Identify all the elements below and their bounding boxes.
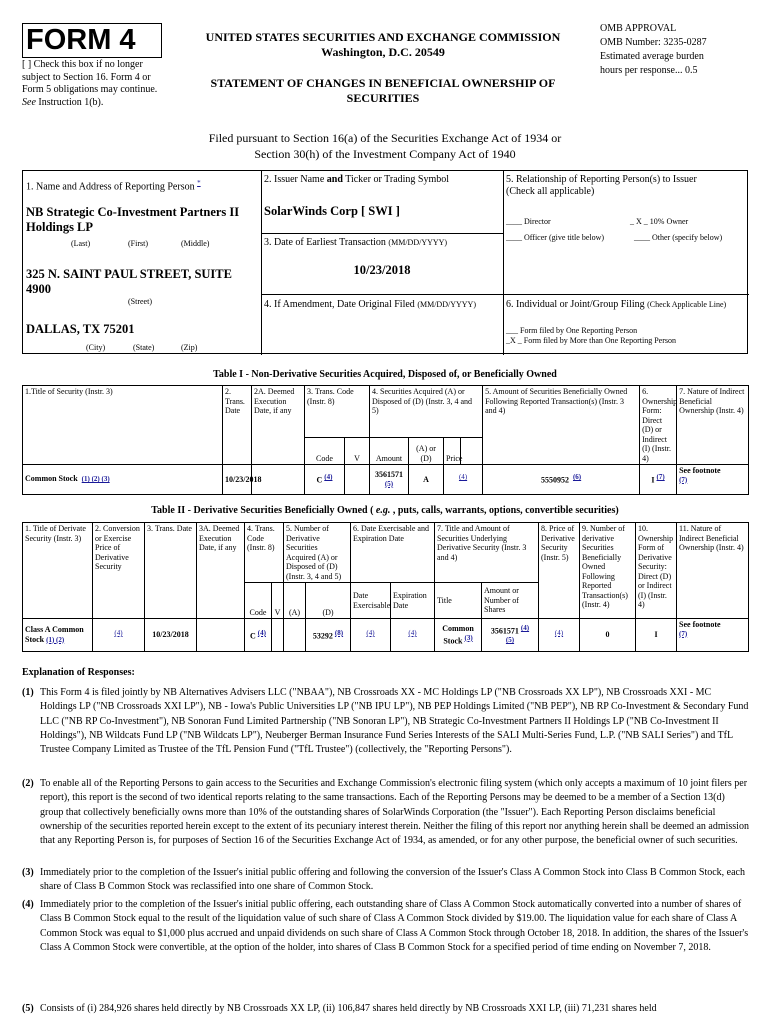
footnote: (5) Consists of (i) 284,926 shares held directly by NB Crossroads XX LP, (ii) 106,847 shares held directly by NB Crossroads XXI LP, (iii) 71,231 shares held bbox=[22, 1003, 657, 1014]
footnote: (1) This Form 4 is filed jointly by NB Alternatives Advisers LLC ("NBAA"), NB Crossroads XX - MC Holdings LP ("NB Crossroads XX LP"), NB Crossroads XXI - MC Holdings LP ("NB Crossroads XXI LP"), NB - Iowa's Public Universities LP ("NB IPU LP"), NB PEP Holdings Limited ("NB PEP"), NB RP Co-Investment & Secondary Fund LLC ("NB RP Co-Investment"), NB Sonoran Fund Limited Partnership ("NB Sonoran LP"), NB Strategic Co-Investment Partners II Holdings LP ("NB Co-Investment II Holdings"), NB Wildcats Fund LP ("NB Wildcats LP"), Neuberger Berman Insurance Fund Series Interests of the SALI Multi-Series Fund, L.P. ("NB SALI Series") and TfL Trustee Company Limited as Trustee of the TfL Pension Fund ("TfL Trustee") (collectively, the "Reporting Persons"). bbox=[22, 687, 749, 756]
filed-pursuant: Filed pursuant to Section 16(a) of the Securities Exchange Act of 1934 or Section 30(h) of the Investment Company Act of 1940 bbox=[208, 131, 562, 161]
box4-label: 4. If Amendment, Date Original Filed (MM/DD/YYYY) bbox=[264, 299, 476, 310]
footnote: (3) Immediately prior to the completion of the Issuer's initial public offering and following the conversion of the Issuer's Class A Common Stock into Class B Common Stock, each share of Class B Common Stock was reclassified into one share of Common Stock. bbox=[22, 867, 745, 893]
table-row: Common Stock (1) (2) (3) 10/23/2018 C (4) 3561571 (5) A (4) 5550952 (6) I (7) See footnote (7) bbox=[23, 465, 749, 495]
omb-approval: OMB APPROVAL OMB Number: 3235-0287 Estimated average burden hours per response... 0.5 bbox=[600, 23, 707, 76]
reporting-person-name: NB Strategic Co-Investment Partners II Holdings LP bbox=[26, 205, 240, 234]
street-address: 325 N. SAINT PAUL STREET, SUITE 4900 bbox=[26, 267, 232, 296]
table2-caption: Table II - Derivative Securities Beneficially Owned ( e.g. , puts, calls, warrants, options, convertible securities) bbox=[151, 505, 619, 516]
reporting-person-box: 1. Name and Address of Reporting Person * NB Strategic Co-Investment Partners II Holdings LP (Last) (First) (Middle) 325 N. SAINT PAUL STREET, SUITE 4900 (Street) DALLAS, TX 75201 (City) (State) (Zip) 2. Issuer Name and Ticker or Trading Symbol SolarWinds Corp [ SWI ] 3. Date of Earliest Transaction (MM/DD/YYYY) 10/23/2018 4. If Amendment, Date Original Filed (MM/DD/YYYY) 5. Relationship of Reporting Person(s) to Issuer (Check all applicable) ____ Director _ X _ 10% Owner ____ Officer (give title below) ____ Other (specify below) 6. Individual or Joint/Group Filing (Check Applicable Line) ___ Form filed by One Reporting Person _X _ Form filed by More than One Reporting Person bbox=[22, 170, 748, 354]
table2: 1. Title of Derivate Security (Instr. 3) 2. Conversion or Exercise Price of Derivative Security 3. Trans. Date 3A. Deemed Execution Date, if any 4. Trans. Code (Instr. 8) 5. Number of Derivative Securities Acquired (A) or Disposed of (D) (Instr. 3, 4 and 5) 6. Date Exercisable and Expiration Date 7. Title and Amount of Securities Underlying Derivative Security (Instr. 3 and 4) 8. Price of Derivative Security (Instr. 5) 9. Number of derivative Securities Beneficially Owned Following Reported Transaction(s) (Instr. 4) 10. Ownership Form of Derivative Security: Direct (D) or Indirect (I) (Instr. 4) 11. Nature of Indirect Beneficial Ownership (Instr. 4) Code V (A) (D) Date Exercisable Expiration Date Title Amount or Number of Shares Class A Common Stock (1) (2) (4) 10/23/2018 C (4) 53292 (8) (4) (4) Common Stock (3) 3561571 (4) (5) (4) 0 I See footnote (7) bbox=[22, 522, 749, 652]
director-option: ____ Director bbox=[506, 217, 551, 226]
one-person-option: ___ Form filed by One Reporting Person bbox=[506, 326, 638, 335]
table-row: Class A Common Stock (1) (2) (4) 10/23/2018 C (4) 53292 (8) (4) (4) Common Stock (3) 3561571 (4) (5) (4) 0 I See footnote (7) bbox=[23, 619, 749, 652]
table1: 1.Title of Security (Instr. 3) 2. Trans. Date 2A. Deemed Execution Date, if any 3. Trans. Code (Instr. 8) 4. Securities Acquired (A) or Disposed of (D) (Instr. 3, 4 and 5) 5. Amount of Securities Beneficially Owned Following Reported Transaction(s) (Instr. 3 and 4) 6. Ownership Form: Direct (D) or Indirect (I) (Instr. 4) 7. Nature of Indirect Beneficial Ownership (Instr. 4) Code V Amount (A) or (D) Price Common Stock (1) (2) (3) 10/23/2018 C (4) 3561571 (5) A (4) 5550952 (6) I (7) See footnote (7) bbox=[22, 385, 749, 495]
table1-caption: Table I - Non-Derivative Securities Acquired, Disposed of, or Beneficially Owned bbox=[213, 369, 557, 380]
section16-check-text: [ ] Check this box if no longer subject to Section 16. Form 4 or Form 5 obligations may continue. See Instruction 1(b). bbox=[22, 59, 158, 108]
box6-label: 6. Individual or Joint/Group Filing (Check Applicable Line) bbox=[506, 299, 727, 310]
issuer-name: SolarWinds Corp [ SWI ] bbox=[264, 204, 400, 218]
box5-label: 5. Relationship of Reporting Person(s) to Issuer (Check all applicable) bbox=[506, 174, 697, 197]
table1-header-nature: 7. Nature of Indirect Beneficial Ownership (Instr. 4) bbox=[677, 386, 749, 465]
officer-option: ____ Officer (give title below) bbox=[506, 233, 605, 242]
table1-header-code: 3. Trans. Code (Instr. 8) bbox=[305, 386, 370, 438]
table1-header-form: 6. Ownership Form: Direct (D) or Indirect (I) (Instr. 4) bbox=[640, 386, 677, 465]
statement-title: STATEMENT OF CHANGES IN BENEFICIAL OWNERSHIP OF SECURITIES bbox=[210, 76, 556, 105]
agency-title: UNITED STATES SECURITIES AND EXCHANGE COMMISSION Washington, D.C. 20549 bbox=[205, 30, 561, 59]
box2-label: 2. Issuer Name and Ticker or Trading Symbol bbox=[264, 174, 450, 185]
table1-header-title: 1.Title of Security (Instr. 3) bbox=[23, 386, 223, 465]
ten-pct-owner-option: _ X _ 10% Owner bbox=[630, 217, 689, 226]
table1-header-securities: 4. Securities Acquired (A) or Disposed of (D) (Instr. 3, 4 and 5) bbox=[370, 386, 483, 438]
footnote: (2) To enable all of the Reporting Persons to gain access to the Securities and Exchange Commission's electronic filing system (which only accepts a maximum of 10 joint filers per report), this report is the second of two identical reports relating to the same transactions. Each of the Reporting Persons may be deemed to be a member of a Section 13(d) group that collectively beneficially owns more than 10% of the outstanding shares of SolarWinds Corporation (the "Issuer"). Each Reporting Person disclaims beneficial ownership of the securities reported herein except to the extent of its pecuniary interest therein. Neither the filing of this report nor anything herein shall be deemed an admission that any Reporting Person is, for purposes of Section 16 of the Securities Exchange Act of 1934, as amended, or for any other purpose, the beneficial owner of such securities. bbox=[22, 778, 749, 847]
footnote: (4) Immediately prior to the completion of the Issuer's initial public offering, each outstanding share of Class A Common Stock automatically converted into a number of shares of Class B Common Stock equal to the result of the liquidation value of such share of Class A Common Stock divided by $19.00. The liquidation value for each share of Class A Common Stock was equal to $1,000 plus accrued and unpaid dividends on such share of Class A Common Stock through October 18, 2018. In addition, the shares of the Issuer's Class A Common Stock were convertible, at the option of the holder, into shares of Class B Common Stock for a specified period of time ending on November 7, 2018. bbox=[22, 899, 749, 953]
multi-person-option: _X _ Form filed by More than One Reporting Person bbox=[506, 336, 676, 345]
city-state-zip: DALLAS, TX 75201 bbox=[26, 322, 135, 336]
table1-header-deemed: 2A. Deemed Execution Date, if any bbox=[252, 386, 305, 465]
table1-header-amount: 5. Amount of Securities Beneficially Owned Following Reported Transaction(s) (Instr. 3 and 4) bbox=[483, 386, 640, 465]
form-title: FORM 4 bbox=[22, 23, 162, 58]
box1-label: 1. Name and Address of Reporting Person * bbox=[26, 179, 201, 193]
earliest-transaction-date: 10/23/2018 bbox=[353, 263, 411, 277]
table1-header-date: 2. Trans. Date bbox=[223, 386, 252, 465]
box3-label: 3. Date of Earliest Transaction (MM/DD/YYYY) bbox=[264, 237, 448, 248]
other-option: ____ Other (specify below) bbox=[634, 233, 723, 242]
explanation-heading: Explanation of Responses: bbox=[22, 667, 135, 678]
